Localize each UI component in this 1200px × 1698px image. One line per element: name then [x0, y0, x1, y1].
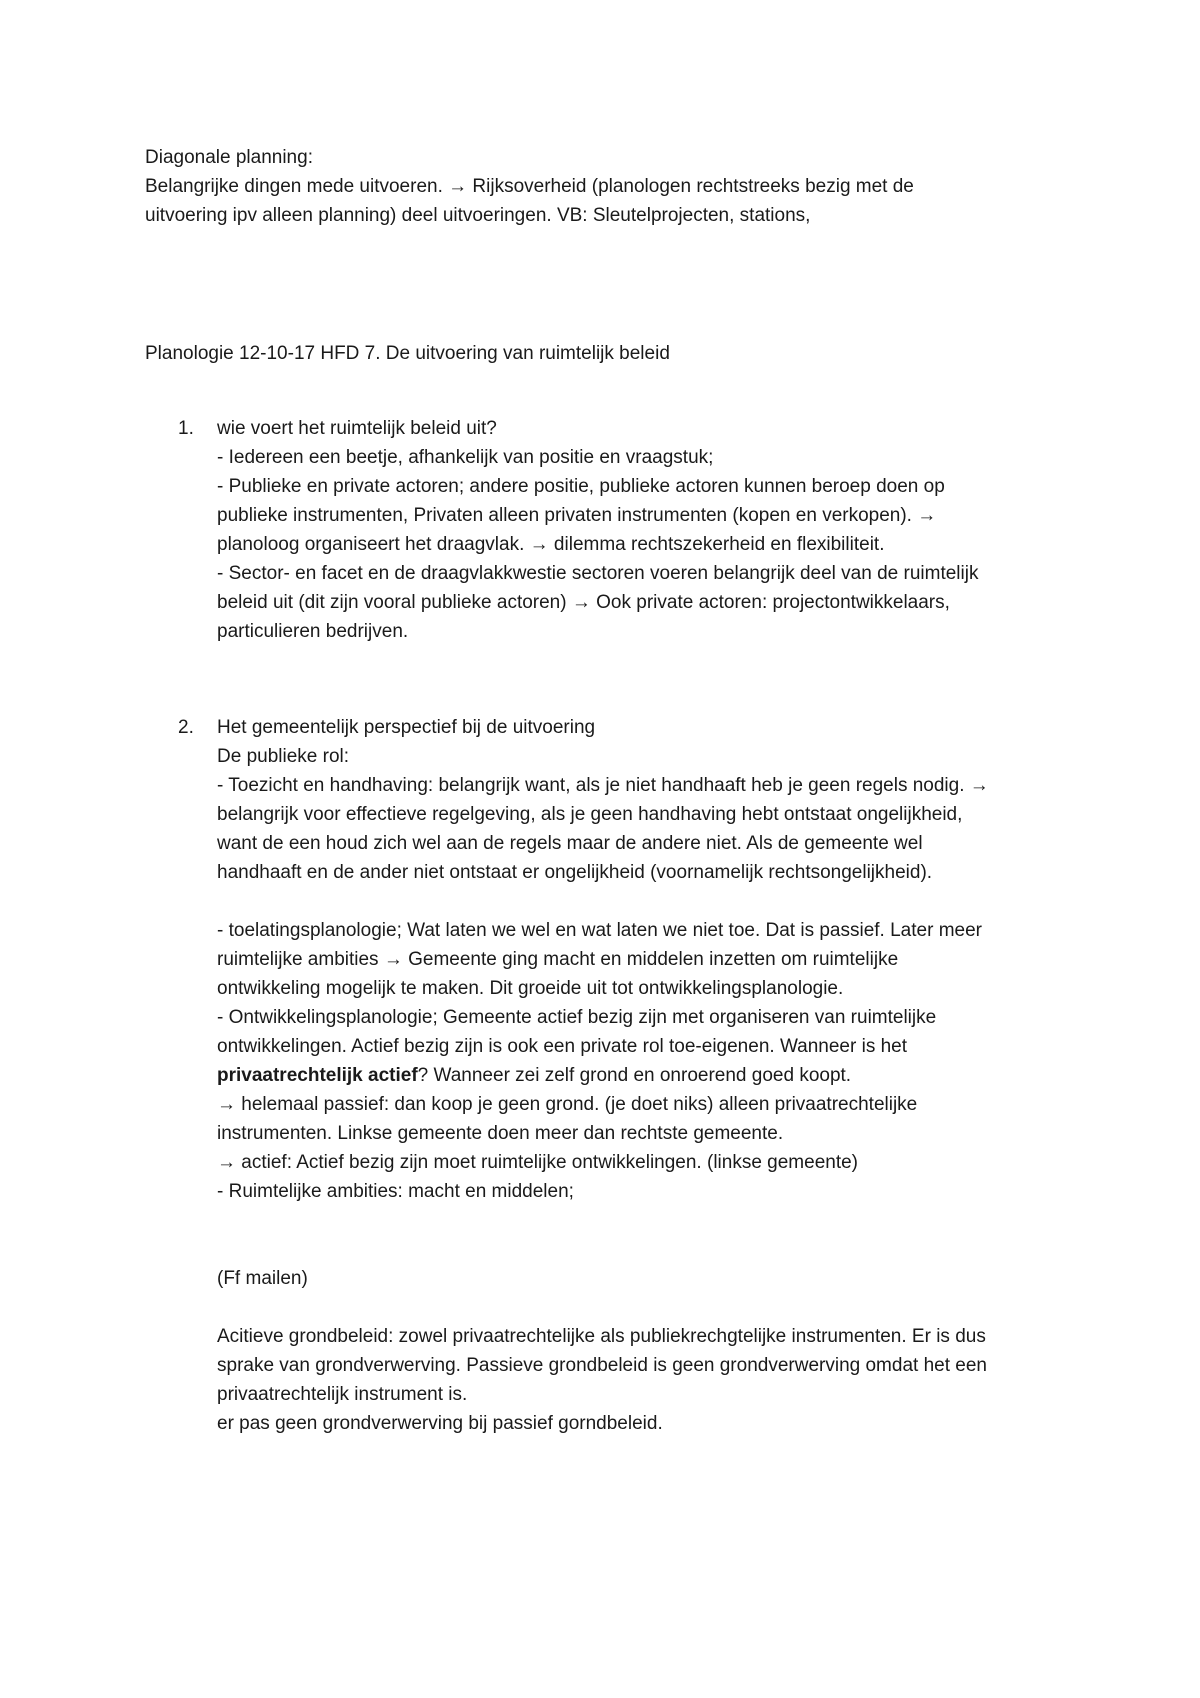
section1-line: - Publieke en private actoren; andere positie, publieke actoren kunnen beroep doen op: [217, 476, 945, 497]
list-number-1: 1.: [178, 418, 194, 439]
section2-line: → actief: Actief bezig zijn moet ruimtelijke ontwikkelingen. (linkse gemeente): [217, 1152, 859, 1173]
section2-line: sprake van grondverwerving. Passieve grondbeleid is geen grondverwerving omdat het een: [217, 1355, 987, 1376]
section1-line: publieke instrumenten, Privaten alleen privaten instrumenten (kopen en verkopen). →: [217, 505, 937, 526]
section2-line: → helemaal passief: dan koop je geen grond. (je doet niks) alleen privaatrechtelijke: [217, 1094, 918, 1115]
section1-line: beleid uit (dit zijn vooral publieke actoren) → Ook private actoren: projectontwikkelaars,: [217, 592, 950, 613]
section1-line: wie voert het ruimtelijk beleid uit?: [217, 418, 497, 439]
section2-line: Het gemeentelijk perspectief bij de uitvoering: [217, 717, 596, 738]
section2-line: De publieke rol:: [217, 746, 350, 767]
section2-line: - toelatingsplanologie; Wat laten we wel en wat laten we niet toe. Dat is passief. Later meer: [217, 920, 982, 941]
section2-line: - Ruimtelijke ambities: macht en middelen;: [217, 1181, 574, 1202]
section1-line: - Sector- en facet en de draagvlakkwestie sectoren voeren belangrijk deel van de ruimtelijk: [217, 563, 979, 584]
section2-line: belangrijk voor effectieve regelgeving, als je geen handhaving hebt ontstaat ongelijkheid,: [217, 804, 963, 825]
section2-line: Acitieve grondbeleid: zowel privaatrechtelijke als publiekrechgtelijke instrumenten. Er is dus: [217, 1326, 986, 1347]
intro-heading: Diagonale planning:: [145, 147, 313, 168]
section2-line: ruimtelijke ambities → Gemeente ging macht en middelen inzetten om ruimtelijke: [217, 949, 899, 970]
section2-line: want de een houd zich wel aan de regels maar de andere niet. Als de gemeente wel: [217, 833, 923, 854]
section2-line: - Ontwikkelingsplanologie; Gemeente actief bezig zijn met organiseren van ruimtelijke: [217, 1007, 937, 1028]
section2-line: ontwikkeling mogelijk te maken. Dit groeide uit tot ontwikkelingsplanologie.: [217, 978, 844, 999]
section2-line: instrumenten. Linkse gemeente doen meer dan rechtste gemeente.: [217, 1123, 784, 1144]
list-number-2: 2.: [178, 717, 194, 738]
section2-line: handhaaft en de ander niet ontstaat er ongelijkheid (voornamelijk rechtsongelijkheid).: [217, 862, 933, 883]
section1-line: - Iedereen een beetje, afhankelijk van positie en vraagstuk;: [217, 447, 714, 468]
document-title: Planologie 12-10-17 HFD 7. De uitvoering van ruimtelijk beleid: [145, 343, 670, 364]
intro-line-2: uitvoering ipv alleen planning) deel uitvoeringen. VB: Sleutelprojecten, stations,: [145, 205, 811, 226]
section2-line: ontwikkelingen. Actief bezig zijn is ook een private rol toe-eigenen. Wanneer is het: [217, 1036, 908, 1057]
section2-line: - Toezicht en handhaving: belangrijk want, als je niet handhaaft heb je geen regels nodig. →: [217, 775, 989, 796]
intro-line-1: Belangrijke dingen mede uitvoeren. → Rijksoverheid (planologen rechtstreeks bezig met de: [145, 176, 914, 197]
section2-bold-line: [217, 1061, 851, 1090]
section2-line: privaatrechtelijk instrument is.: [217, 1384, 468, 1405]
bold-line-rest: ? Wanneer zei zelf grond en onroerend goed koopt.: [417, 1065, 852, 1086]
section2-note: (Ff mailen): [217, 1268, 308, 1289]
section2-line: er pas geen grondverwerving bij passief gorndbeleid.: [217, 1413, 663, 1434]
bold-term: privaatrechtelijk actief: [217, 1065, 418, 1086]
section1-line: planoloog organiseert het draagvlak. → dilemma rechtszekerheid en flexibiliteit.: [217, 534, 885, 555]
section1-line: particulieren bedrijven.: [217, 621, 409, 642]
